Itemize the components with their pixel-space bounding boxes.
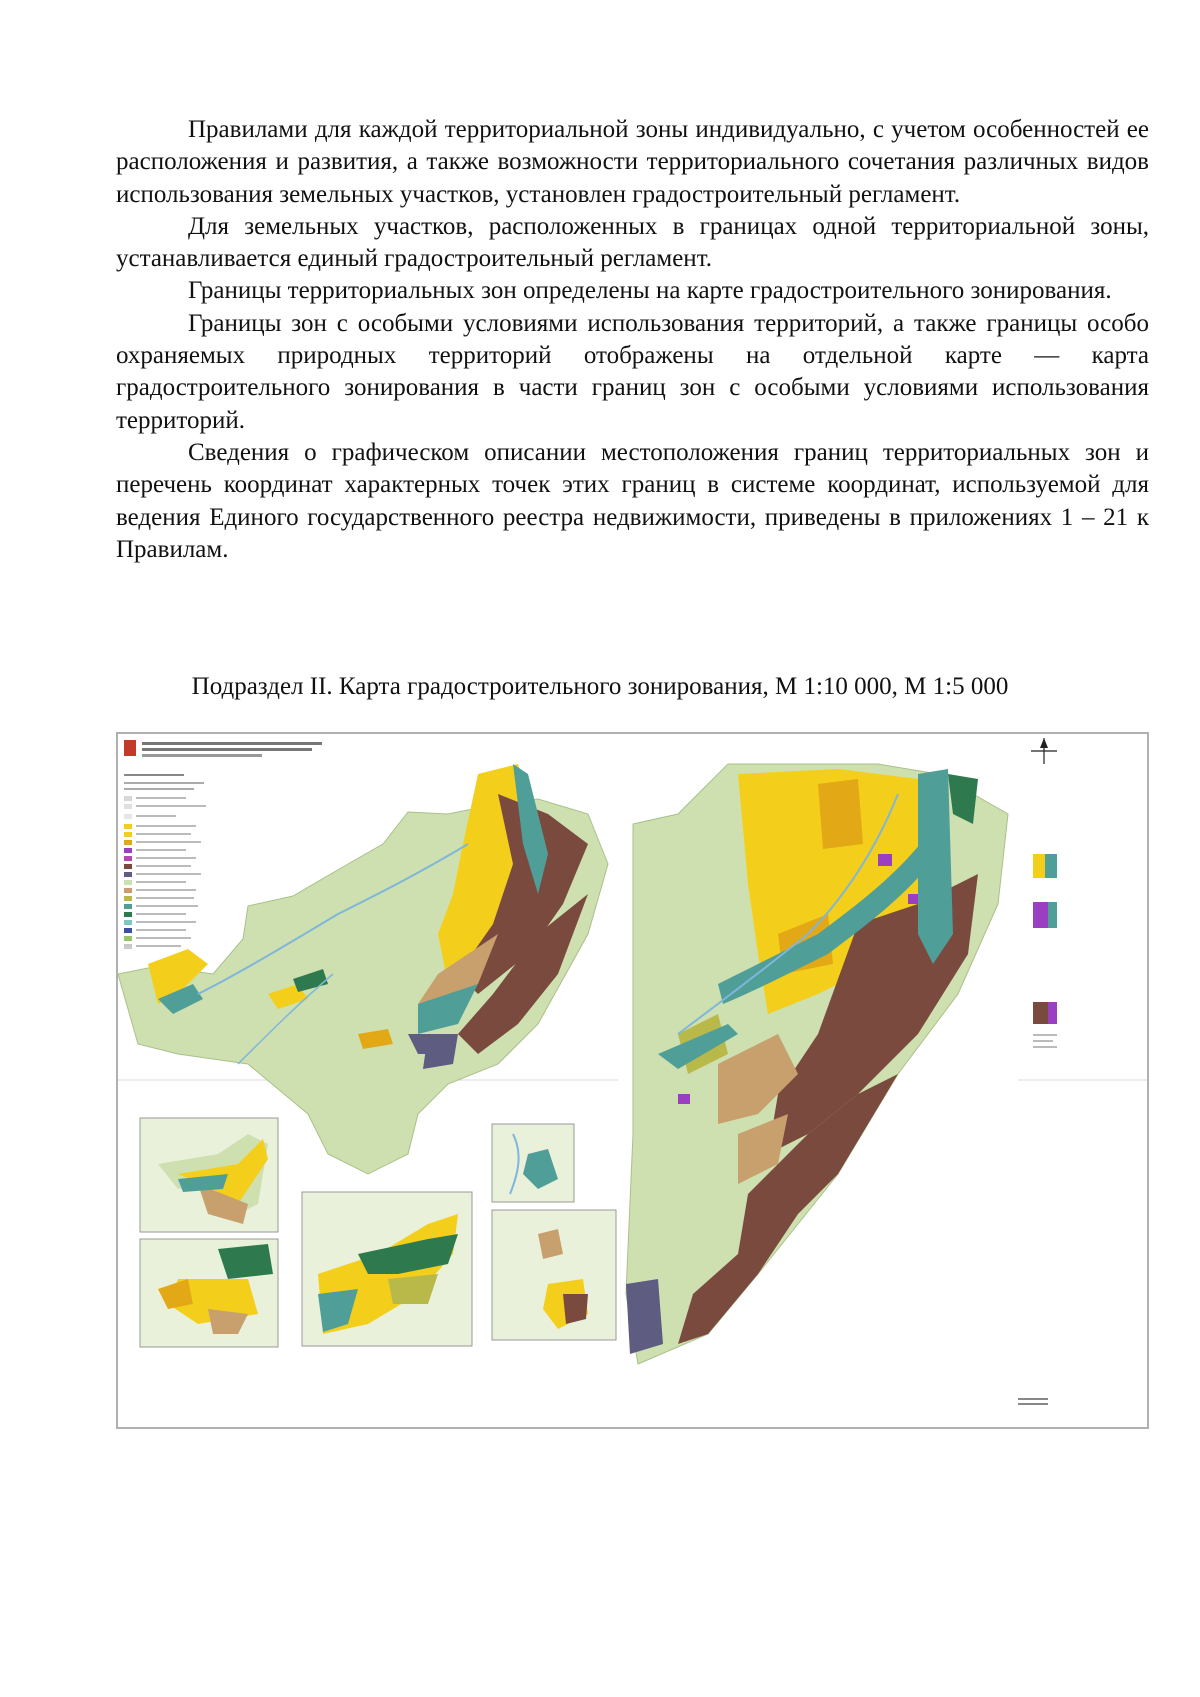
paragraph: Границы территориальных зон определены на карте градостроительного зонирования. xyxy=(188,277,1112,305)
paragraph: Границы зон с особыми условиями использования территорий, а также границы особо охраняемых природных территорий отображены на отдельной карте — карта градостроительного зонирования в части границ зон с особыми условиями использования территорий. xyxy=(116,309,1149,434)
zoning-map-drawing xyxy=(118,734,1147,1427)
map-caption: Подраздел II. Карта градостроительного зонирования, М 1:10 000, М 1:5 000 xyxy=(191,673,1009,700)
north-arrow-icon xyxy=(1031,738,1057,764)
map-title-block xyxy=(124,740,322,757)
paragraph: Для земельных участков, расположенных в границах одной территориальной зоны, устанавливается единый градостроительный регламент. xyxy=(116,212,1149,273)
detail-map xyxy=(626,764,1008,1364)
paragraph: Сведения о графическом описании местоположения границ территориальных зон и перечень координат характерных точек этих границ в системе координат, используемой для ведения Единого государственного реестра недвижимости, приведены в приложениях 1 – 21 к Правилам. xyxy=(116,438,1149,563)
paragraph: Правилами для каждой территориальной зоны индивидуально, с учетом особенностей ее расположения и развития, а также возможности территориального сочетания различных видов использования земельных участков, установлен градостроительный регламент. xyxy=(116,116,1149,208)
map-side-legend xyxy=(1018,854,1057,1405)
body-text xyxy=(116,114,1149,566)
zoning-map-image xyxy=(116,732,1149,1429)
map-legend xyxy=(124,774,206,949)
